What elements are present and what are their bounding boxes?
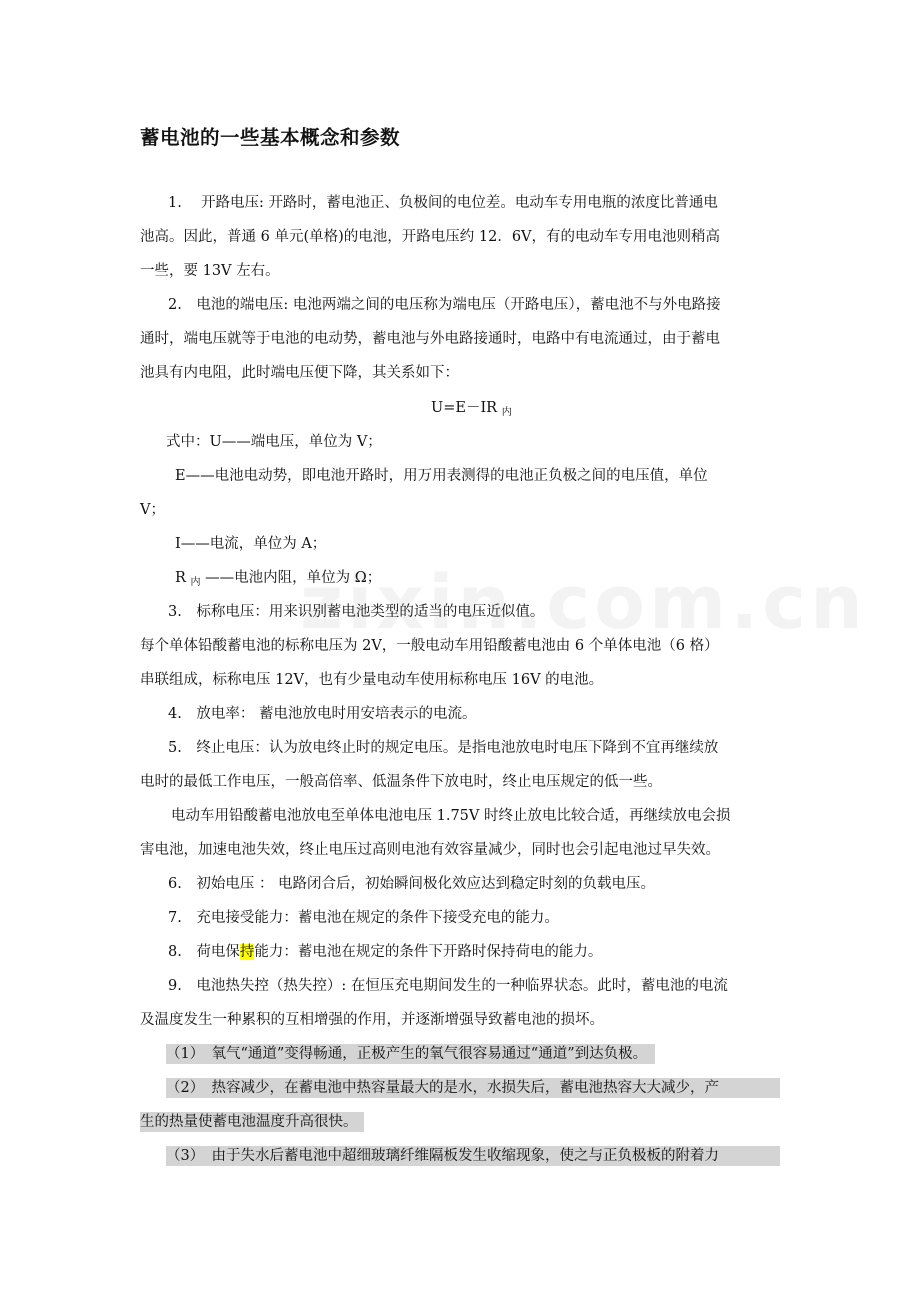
paragraph-line: 7. 充电接受能力：蓄电池在规定的条件下接受充电的能力。 (168, 910, 559, 926)
paragraph-line: 电动车用铅酸蓄电池放电至单体电池电压 1.75V 时终止放电比较合适，再继续放电会损 (171, 808, 731, 824)
formula-subscript: 内 (501, 407, 512, 418)
paragraph-line: V； (140, 502, 165, 518)
paragraph-line: 每个单体铅酸蓄电池的标称电压为 2V，一般电动车用铅酸蓄电池由 6 个单体电池（6 格） (140, 638, 719, 654)
paragraph-line: 及温度发生一种累积的互相增强的作用，并逐渐增强导致蓄电池的损坏。 (140, 1012, 604, 1028)
paragraph-line: E——电池电动势，即电池开路时，用万用表测得的电池正负极之间的电压值，单位 (175, 468, 708, 484)
paragraph-line (175, 568, 381, 593)
paragraph-line: 通时，端电压就等于电池的电动势，蓄电池与外电路接通时，电路中有电流通过，由于蓄电 (140, 331, 720, 347)
paragraph-line: 式中：U——端电压，单位为 V； (166, 434, 382, 450)
shaded-line: （2） 热容减少，在蓄电池中热容量最大的是水，水损失后，蓄电池热容大大减少，产 (166, 1078, 780, 1098)
paragraph-line: 3. 标称电压：用来识别蓄电池类型的适当的电压近似值。 (168, 604, 545, 620)
paragraph-line: 5. 终止电压：认为放电终止时的规定电压。是指电池放电时电压下降到不宜再继续放 (168, 740, 719, 756)
r-symbol: R (175, 570, 191, 586)
shaded-line: （1） 氧气“通道”变得畅通，正极产生的氧气很容易通过“通道”到达负极。 (166, 1044, 655, 1064)
paragraph-line: 害电池，加速电池失效，终止电压过高则电池有效容量减少，同时也会引起电池过早失效。 (140, 842, 720, 858)
paragraph-line (168, 942, 602, 962)
paragraph-line: 2. 电池的端电压: 电池两端之间的电压称为端电压（开路电压），蓄电池不与外电路接 (168, 297, 721, 313)
paragraph-line: 池高。因此，普通 6 单元(单格)的电池，开路电压约 12．6V，有的电动车专用电池则稍高 (140, 229, 721, 245)
paragraph-line: 6. 初始电压 ： 电路闭合后，初始瞬间极化效应达到稳定时刻的负载电压。 (168, 876, 656, 892)
page-title: 蓄电池的一些基本概念和参数 (140, 126, 401, 149)
shaded-line: （3） 由于失水后蓄电池中超细玻璃纤维隔板发生收缩现象，使之与正负极板的附着力 (166, 1146, 780, 1166)
paragraph-line: I——电流，单位为 A； (175, 536, 327, 552)
paragraph-line: 1. 开路电压: 开路时，蓄电池正、负极间的电位差。电动车专用电瓶的浓度比普通电 (168, 195, 718, 211)
formula (431, 398, 512, 423)
paragraph-line: 串联组成，标称电压 12V，也有少量电动车使用标称电压 16V 的电池。 (140, 672, 604, 688)
shaded-line: 生的热量使蓄电池温度升高很快。 (140, 1112, 364, 1132)
line-text: 8. 荷电保 (168, 944, 240, 960)
r-description: ——电池内阻，单位为 Ω； (200, 570, 382, 586)
paragraph-line: 一些，要 13V 左右。 (140, 263, 280, 279)
r-subscript: 内 (190, 577, 201, 588)
formula-main: U=E－IR (431, 400, 502, 416)
paragraph-line: 9. 电池热失控（热失控）: 在恒压充电期间发生的一种临界状态。此时，蓄电池的电流 (168, 978, 728, 994)
paragraph-line: 池具有内电阻，此时端电压便下降，其关系如下： (140, 365, 459, 381)
line-text: 能力：蓄电池在规定的条件下开路时保持荷电的能力。 (254, 944, 603, 960)
paragraph-line: 电时的最低工作电压，一般高倍率、低温条件下放电时，终止电压规定的低一些。 (140, 774, 662, 790)
paragraph-line: 4. 放电率： 蓄电池放电时用安培表示的电流。 (168, 706, 477, 722)
highlighted-text: 持 (239, 944, 255, 960)
